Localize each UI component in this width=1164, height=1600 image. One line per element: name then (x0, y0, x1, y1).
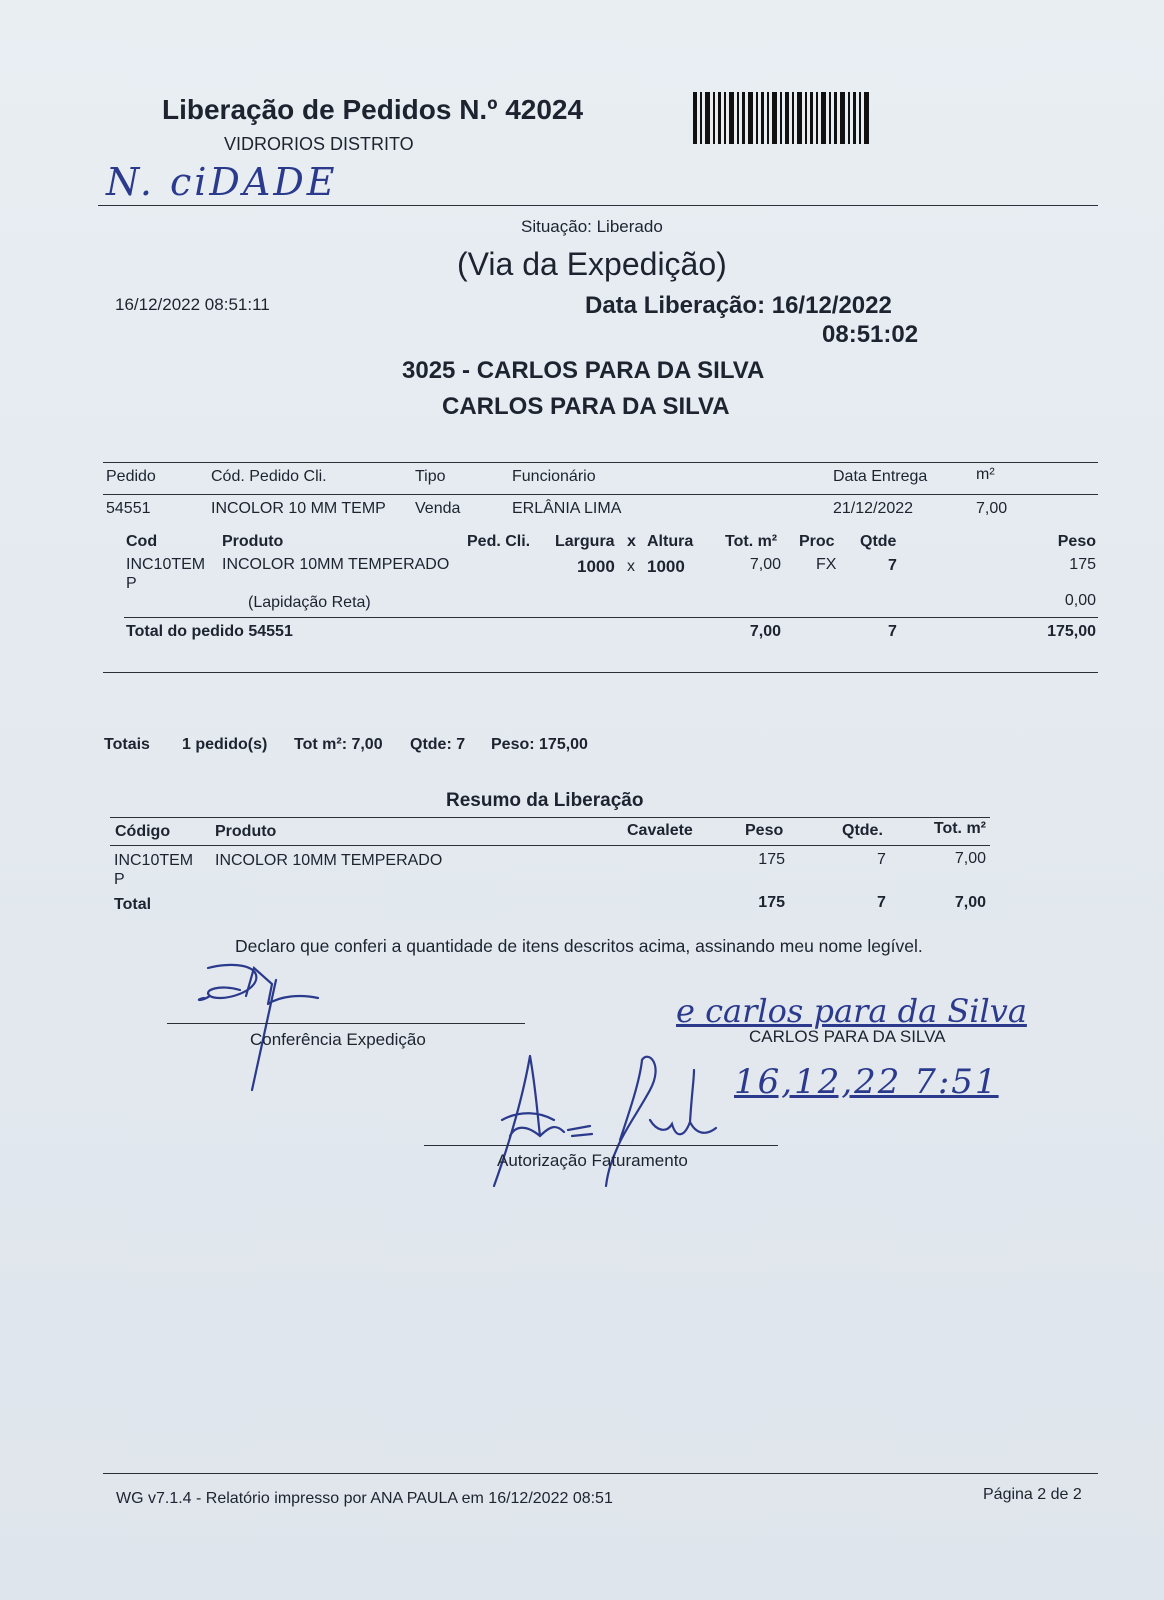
order-table-bottom-line (103, 672, 1098, 673)
order-total-label: Total do pedido 54551 (126, 623, 293, 640)
data-entrega-value: 21/12/2022 (833, 500, 914, 517)
autorizacao-label: Autorização Faturamento (497, 1151, 688, 1170)
resumo-title: Resumo da Liberação (446, 790, 644, 811)
company-name: VIDRORIOS DISTRITO (224, 134, 414, 154)
resumo-header-line (110, 845, 990, 846)
item-col-produto: Produto (222, 533, 284, 550)
totais-m2: Tot m²: 7,00 (294, 736, 383, 753)
handwritten-date: 16,12,22 7:51 (734, 1062, 999, 1102)
client-signature-label: CARLOS PARA DA SILVA (749, 1027, 946, 1046)
m2-value: 7,00 (976, 500, 1008, 517)
resumo-produto: INCOLOR 10MM TEMPERADO (215, 852, 443, 869)
cod-pedido-cli-value: INCOLOR 10 MM TEMP (211, 500, 386, 517)
resumo-total-peso: 175 (758, 894, 785, 911)
item-x: x (627, 558, 635, 575)
order-total-m2: 7,00 (749, 623, 781, 640)
resumo-codigo-line1: INC10TEM (114, 852, 194, 869)
item-col-altura: Altura (647, 533, 694, 550)
resumo-top-line (110, 817, 990, 818)
barcode (693, 92, 869, 144)
item-largura: 1000 (577, 557, 615, 576)
print-timestamp: 16/12/2022 08:51:11 (115, 295, 270, 314)
item-total-line (124, 617, 1098, 618)
item-col-peso: Peso (1057, 533, 1096, 550)
col-tipo: Tipo (415, 468, 446, 485)
conferencia-label: Conferência Expedição (250, 1030, 426, 1049)
item-sub-peso: 0,00 (1064, 592, 1096, 609)
page-number: Página 2 de 2 (983, 1486, 1082, 1503)
col-funcionario: Funcionário (512, 468, 596, 485)
totais-peso: Peso: 175,00 (491, 736, 588, 753)
resumo-col-codigo: Código (115, 823, 171, 840)
header-divider (98, 205, 1098, 206)
client-name: CARLOS PARA DA SILVA (442, 393, 730, 420)
conferencia-line (167, 1023, 525, 1024)
resumo-total-qtde: 7 (877, 894, 886, 911)
item-col-proc: Proc (799, 533, 835, 550)
order-total-qtde: 7 (888, 623, 897, 640)
item-altura: 1000 (647, 557, 685, 576)
printed-by: WG v7.1.4 - Relatório impresso por ANA PAULA em 16/12/2022 08:51 (116, 1490, 613, 1507)
item-col-x: x (627, 533, 636, 550)
data-liberacao-time: 08:51:02 (822, 321, 919, 348)
resumo-peso: 175 (758, 851, 785, 868)
resumo-col-peso: Peso (745, 822, 784, 839)
handwritten-note: N. ciDADE (106, 160, 338, 204)
item-col-cod: Cod (126, 533, 158, 550)
tipo-value: Venda (415, 500, 461, 517)
item-peso: 175 (1069, 556, 1096, 573)
document-title: Liberação de Pedidos N.º 42024 (162, 94, 584, 125)
item-tot-m2: 7,00 (749, 556, 781, 573)
resumo-col-qtde: Qtde. (842, 822, 883, 839)
item-cod-line2: P (126, 575, 137, 592)
resumo-total-label: Total (114, 896, 152, 913)
resumo-total-m2: 7,00 (954, 894, 986, 911)
order-table-header-line (103, 494, 1098, 495)
pedido-value: 54551 (106, 500, 151, 517)
client-code-name: 3025 - CARLOS PARA DA SILVA (402, 357, 765, 384)
autorizacao-line (424, 1145, 778, 1146)
resumo-col-produto: Produto (215, 823, 277, 840)
order-total-peso: 175,00 (1047, 623, 1096, 640)
order-table-top-line (103, 462, 1098, 463)
resumo-col-tot-m2: Tot. m² (933, 820, 986, 837)
item-qtde: 7 (888, 557, 897, 574)
client-signature: e carlos para da Silva (676, 992, 1027, 1030)
totais-pedidos: 1 pedido(s) (182, 736, 268, 753)
resumo-qtde: 7 (877, 851, 886, 868)
col-data-entrega: Data Entrega (833, 468, 928, 485)
item-proc: FX (816, 556, 837, 573)
col-cod-pedido-cli: Cód. Pedido Cli. (211, 468, 327, 485)
resumo-codigo-line2: P (114, 871, 125, 888)
funcionario-value: ERLÂNIA LIMA (512, 500, 622, 517)
item-col-largura: Largura (555, 533, 615, 550)
col-pedido: Pedido (106, 468, 156, 485)
totais-qtde: Qtde: 7 (410, 736, 466, 753)
totais-label: Totais (104, 736, 150, 753)
via-label: (Via da Expedição) (457, 246, 727, 282)
resumo-tot-m2: 7,00 (954, 850, 986, 867)
item-col-ped-cli: Ped. Cli. (467, 533, 531, 550)
item-sub-description: (Lapidação Reta) (248, 594, 371, 611)
item-cod-line1: INC10TEM (126, 556, 206, 573)
item-col-tot-m2: Tot. m² (725, 533, 778, 550)
resumo-col-cavalete: Cavalete (627, 822, 693, 839)
declaration-text: Declaro que conferi a quantidade de itens descritos acima, assinando meu nome legível. (235, 936, 923, 956)
footer-divider (103, 1473, 1098, 1474)
item-produto: INCOLOR 10MM TEMPERADO (222, 556, 450, 573)
col-m2: m² (976, 466, 995, 483)
data-liberacao: Data Liberação: 16/12/2022 (585, 292, 892, 319)
item-col-qtde: Qtde (860, 533, 897, 550)
situacao: Situação: Liberado (521, 217, 663, 236)
